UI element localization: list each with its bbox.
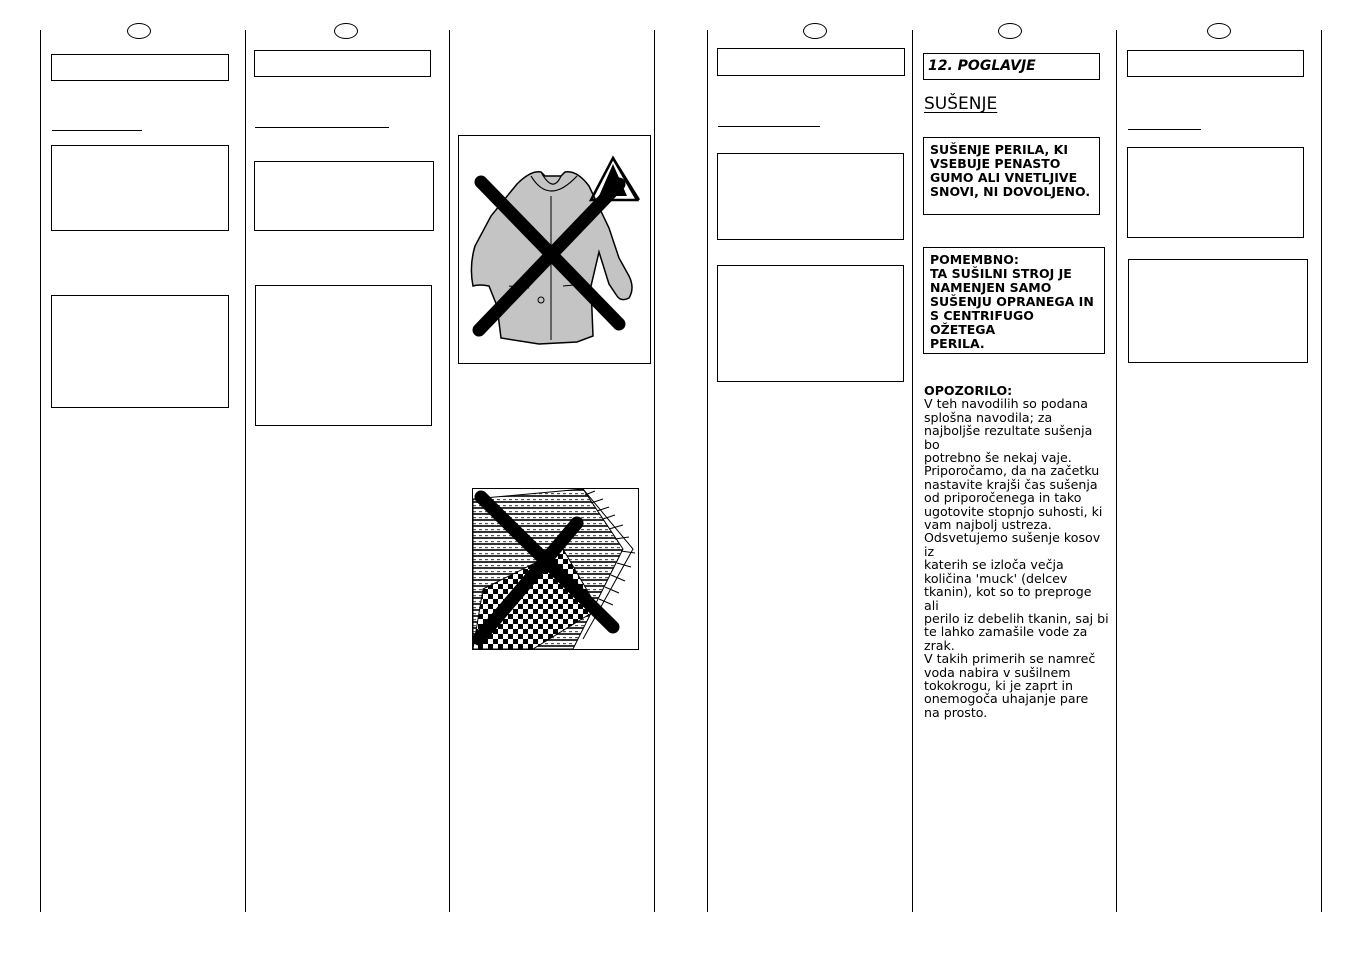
notice-box: [717, 153, 904, 240]
section-title-underline: [718, 126, 820, 127]
chapter-header-box: [51, 54, 229, 81]
section-title-underline: [52, 130, 142, 131]
warning-notice-box: SUŠENJE PERILA, KI VSEBUJE PENASTO GUMO ALI VNETLJIVE SNOVI, NI DOVOLJENO.: [923, 137, 1100, 215]
column-divider: [1321, 30, 1322, 912]
notice-box: [51, 295, 229, 408]
column-divider: [707, 30, 708, 912]
important-notice-box: POMEMBNO: TA SUŠILNI STROJ JE NAMENJEN SAMO SUŠENJU OPRANEGA IN S CENTRIFUGO OŽETEGA PERILA.: [923, 247, 1105, 354]
language-badge: [127, 23, 151, 39]
section-title: SUŠENJE: [924, 94, 998, 114]
notice-box: [255, 285, 432, 426]
chapter-label: 12. POGLAVJE: [923, 53, 1100, 80]
note-text: V teh navodilih so podana splošna navodila; za najboljše rezultate sušenja bo potrebno še nekaj vaje. Priporočamo, da na začetku nastavite krajši čas sušenja od priporočenega in tako ugotovite stopnjo suhosti, ki vam najbolj ustreza. Odsvetujemo sušenje kosov iz katerih se izloča večja količina 'muck' (delcev tkanin), kot so to preproge ali perilo iz debelih tkanin, saj bi te lahko zamašile vode za zrak. V takih primerih se namreč voda nabira v sušilnem tokokrogu, ki je zaprt in onemogoča uhajanje pare na prosto.: [924, 396, 1109, 720]
chapter-header-box: [717, 48, 905, 76]
column-divider: [654, 30, 655, 912]
notice-box: [51, 145, 229, 231]
crossed-out-jacket-icon: [471, 172, 632, 344]
column-divider: [912, 30, 913, 912]
column-divider: [40, 30, 41, 912]
column-divider: [1116, 30, 1117, 912]
language-badge: [1207, 23, 1231, 39]
notice-box: [1127, 147, 1304, 238]
language-badge: [803, 23, 827, 39]
drying-advice-note: [924, 384, 1110, 719]
note-heading: OPOZORILO:: [924, 383, 1013, 398]
rug-figure: [472, 488, 639, 650]
notice-box: [717, 265, 904, 382]
column-divider: [449, 30, 450, 912]
jacket-figure: [458, 135, 651, 364]
notice-box: [1128, 259, 1308, 363]
section-title-underline: [1128, 129, 1201, 130]
column-divider: [245, 30, 246, 912]
warning-triangle-icon: [591, 158, 639, 200]
chapter-header-box: [1127, 50, 1304, 77]
language-badge: [334, 23, 358, 39]
crossed-out-rug-icon: [473, 489, 635, 649]
section-title-underline: [255, 127, 389, 128]
notice-box: [254, 161, 434, 231]
language-badge: [998, 23, 1022, 39]
chapter-header-box: [254, 50, 431, 77]
